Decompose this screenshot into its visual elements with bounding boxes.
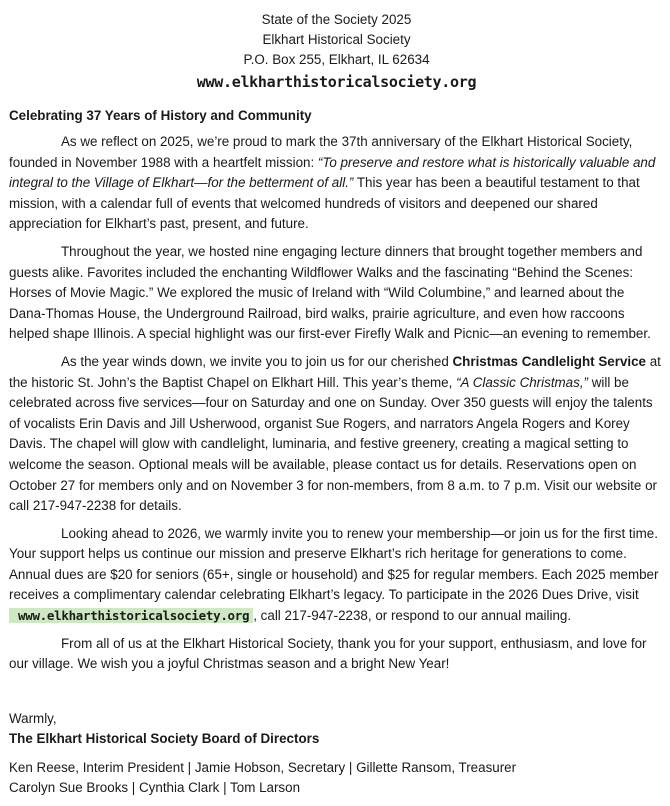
section-heading: Celebrating 37 Years of History and Community	[9, 108, 312, 123]
board-members	[9, 758, 664, 798]
p3-text-b: at the historic St. John’s the Baptist Chapel on Elkhart Hill. This year’s theme,	[9, 353, 661, 390]
p3-text-a: As the year winds down, we invite you to join us for our cherished	[61, 353, 453, 369]
paragraph-events: Throughout the year, we hosted nine engaging lecture dinners that brought together members and guests alike. Favorites included the enchanting Wildflower Walks and the fascinating “Behind the Scenes: Horses of Movie Magic.” We explored the music of Ireland with “Wild Columbine,” and learned about the Dana-Thomas House, the Underground Railroad, bird walks, prairie agriculture, and even how raccoons helped shape Illinois. A special highlight was our first-ever Firefly Walk and Picnic—an evening to remember.	[9, 243, 651, 342]
event-name: Christmas Candlelight Service	[452, 353, 646, 369]
salutation: Warmly,	[9, 710, 57, 726]
letterhead-address: P.O. Box 255, Elkhart, IL 62634	[243, 52, 430, 67]
website-link[interactable]: www.elkharthistoricalsociety.org	[9, 608, 253, 623]
closing	[9, 709, 664, 750]
p4-text-b: , call 217-947-2238, or respond to our annual mailing.	[253, 608, 572, 624]
letterhead	[9, 10, 664, 70]
document-page	[9, 0, 664, 798]
p3-text-c: will be celebrated across five services—four on Saturday and one on Sunday. Over 350 guests will enjoy the talents of vocalists Erin Davis and Jill Usherwood, organist Sue Rogers, and narrators Angela Rogers and Korey Davis. The chapel will glow with candlelight, luminaria, and festive greenery, creating a magical setting to welcome the season. Optional meals will be available, please contact us for details. Reservations open on October 27 for members only and on November 3 for non-members, from 8 a.m. to 7 p.m. Visit our website or call 217-947-2238 for details.	[9, 374, 657, 514]
p4-text-a: Looking ahead to 2026, we warmly invite you to renew your membership—or join us for the first time. Your support helps us continue our mission and preserve Elkhart’s rich heritage for generations to come. Annual dues are $20 for seniors (65+, single or household) and $25 for regular members. Each 2025 member receives a complimentary calendar celebrating Elkhart’s legacy. To participate in the 2026 Dues Drive, visit	[9, 525, 659, 603]
board-members-line-2: Carolyn Sue Brooks | Cynthia Clark | Tom Larson	[9, 780, 301, 796]
letterhead-org: Elkhart Historical Society	[262, 32, 411, 47]
mission-quote: “To preserve and restore what is historically valuable and integral to the Village of Elkhart—for the betterment of all.”	[9, 154, 656, 191]
paragraph-christmas	[9, 352, 664, 517]
letterhead-website[interactable]: www.elkharthistoricalsociety.org	[196, 73, 477, 91]
p1-text-b: This year has been a beautiful testament to that mission, with a calendar full of events that welcomed hundreds of visitors and deepened our shared appreciation for Elkhart’s past, present, and future.	[9, 175, 640, 232]
letterhead-title: State of the Society 2025	[261, 12, 412, 27]
p1-text-a: As we reflect on 2025, we’re proud to mark the 37th anniversary of the Elkhart Historical Society, founded in November 1988 with a heartfelt mission:	[9, 134, 633, 170]
paragraph-anniversary	[9, 132, 664, 235]
event-theme: “A Classic Christmas,”	[456, 374, 589, 390]
paragraph-thanks: From all of us at the Elkhart Historical Society, thank you for your support, enthusiasm, and love for our village. We wish you a joyful Christmas season and a bright New Year!	[9, 635, 647, 672]
paragraph-membership	[9, 524, 664, 627]
board-signature: The Elkhart Historical Society Board of Directors	[9, 731, 320, 747]
board-members-line-1: Ken Reese, Interim President | Jamie Hobson, Secretary | Gillette Ransom, Treasurer	[9, 760, 517, 776]
